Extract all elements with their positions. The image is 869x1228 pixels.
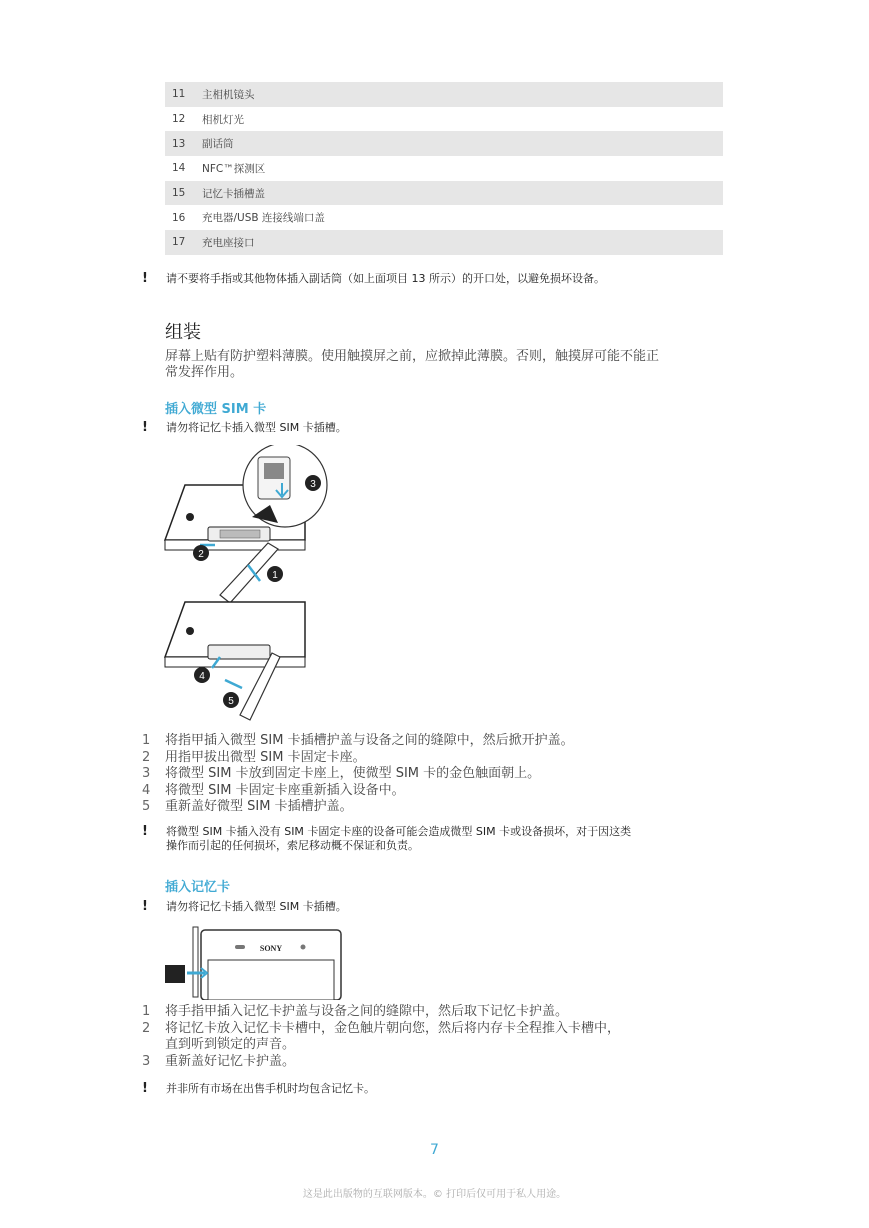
row-label: 主相机镜头 [202,88,255,101]
step-text: 将记忆卡放入记忆卡卡槽中，金色触片朝向您，然后将内存卡全程推入卡槽中， [165,1020,621,1036]
paragraph-line: 屏幕上贴有防护塑料薄膜。使用触摸屏之前，应掀掉此薄膜。否则，触摸屏可能不能正 [165,349,660,364]
note-line: 操作而引起的任何损坏，索尼移动概不保证和负责。 [166,839,419,852]
warning-icon: ! [142,420,148,435]
table-row [165,156,723,181]
step-text: 将微型 SIM 卡放到固定卡座上，使微型 SIM 卡的金色触面朝上。 [165,766,541,781]
row-number: 13 [172,137,186,150]
callout-4: 4 [199,671,205,682]
brand-logo: SONY [259,944,283,953]
row-label: 副话筒 [202,138,234,151]
warning-icon: ! [142,899,148,914]
step-text: 重新盖好记忆卡护盖。 [165,1053,296,1069]
table-row [165,131,723,156]
step-number: 1 [142,733,151,748]
step-text: 将指甲插入微型 SIM 卡插槽护盖与设备之间的缝隙中，然后掀开护盖。 [165,733,574,748]
row-number: 14 [172,162,186,175]
paragraph-line: 常发挥作用。 [165,365,244,380]
note-text [166,825,631,853]
warning-icon: ! [142,824,148,839]
row-number: 11 [172,88,186,101]
step-number: 4 [142,782,151,798]
section-heading-assembly: 组装 [165,322,201,343]
step-number: 3 [142,766,151,781]
row-label: 充电座接口 [202,236,255,249]
step-number: 1 [142,1004,151,1019]
note-memcard-slot [142,900,347,914]
parts-table [165,82,723,255]
row-number: 17 [172,236,186,249]
step-text: 将手指甲插入记忆卡护盖与设备之间的缝隙中，然后取下记忆卡护盖。 [165,1004,569,1019]
row-label: 相机灯光 [202,113,244,126]
page-footer: 这是此出版物的互联网版本。© 打印后仅可用于私人用途。 [302,1189,567,1200]
step-text: 直到听到锁定的声音。 [165,1037,296,1052]
step-text: 重新盖好微型 SIM 卡插槽护盖。 [165,799,353,814]
note-text: 请勿将记忆卡插入微型 SIM 卡插槽。 [166,421,347,434]
list-item [142,1021,712,1038]
note-sim-slot [142,421,347,435]
table-row [165,82,723,107]
table-row [165,107,723,132]
sim-insertion-illustration [160,445,330,730]
note-text: 请不要将手指或其他物体插入副话筒（如上面项目 13 所示）的开口处，以避免损坏设备。 [166,272,605,285]
table-row [165,205,723,230]
assembly-paragraph [165,349,725,381]
callout-2: 2 [198,549,204,560]
row-label: NFC™探测区 [202,162,266,175]
step-text: 将微型 SIM 卡固定卡座重新插入设备中。 [165,782,405,798]
note-sim-holder [142,825,631,853]
row-label: 充电器/USB 连接线端口盖 [202,212,325,225]
page-number: 7 [430,1142,439,1158]
callout-1: 1 [272,570,278,581]
step-number [142,1037,165,1054]
callout-5: 5 [228,696,234,707]
list-item [142,1004,712,1021]
memcard-insertion-illustration [163,925,343,1000]
step-number: 2 [142,1020,151,1036]
warning-icon: ! [142,271,148,286]
subheading-memcard: 插入记忆卡 [165,880,231,895]
row-number: 12 [172,113,186,126]
list-item [142,766,712,783]
note-text: 请勿将记忆卡插入微型 SIM 卡插槽。 [166,900,347,913]
step-number: 2 [142,749,151,765]
note-memcard-markets [142,1082,375,1096]
row-label: 记忆卡插槽盖 [202,187,265,200]
row-number: 15 [172,187,186,200]
step-number: 3 [142,1053,151,1069]
callout-3: 3 [310,479,316,490]
step-number: 5 [142,799,151,814]
subheading-sim: 插入微型 SIM 卡 [165,402,267,417]
list-item [142,799,712,816]
step-text: 用指甲拔出微型 SIM 卡固定卡座。 [165,749,366,765]
table-row [165,230,723,255]
list-item [142,1037,712,1054]
note-microphone [142,272,605,286]
memcard-steps [142,1004,712,1070]
warning-icon: ! [142,1081,148,1096]
note-line: 将微型 SIM 卡插入没有 SIM 卡固定卡座的设备可能会造成微型 SIM 卡或设备损坏，对于因这类 [166,825,632,838]
list-item [142,783,712,800]
note-text: 并非所有市场在出售手机时均包含记忆卡。 [166,1082,375,1095]
row-number: 16 [172,211,186,224]
list-item [142,733,712,750]
table-row [165,181,723,206]
list-item [142,1054,712,1071]
sim-steps [142,733,712,816]
list-item [142,750,712,767]
